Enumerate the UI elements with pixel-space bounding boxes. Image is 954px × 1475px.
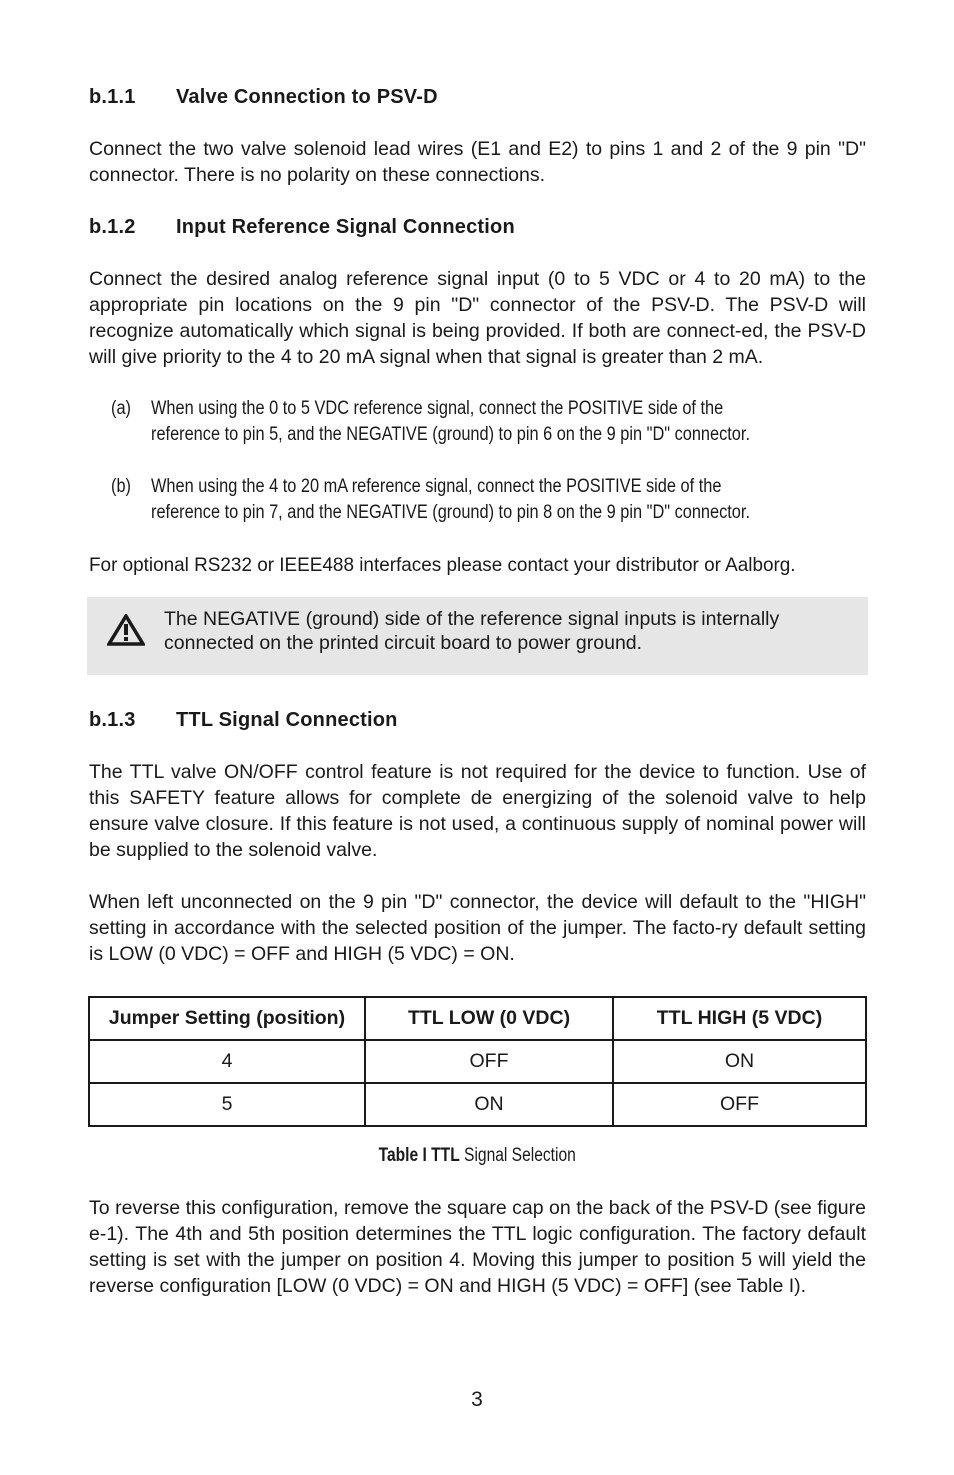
section-number: b.1.3: [89, 709, 136, 731]
section-number: b.1.1: [89, 86, 136, 108]
table-row: [89, 1083, 866, 1126]
section-heading-b-1-3: [89, 707, 866, 733]
paragraph-ttl-feature: The TTL valve ON/OFF control feature is not required for the device to function. Use of this SAFETY feature allows for complete de energizing of the solenoid valve to help ensure valve closure. If this feature is not used, a continuous supply of nominal power will be supplied to the solenoid valve.: [89, 761, 866, 861]
paragraph-ttl-default: When left unconnected on the 9 pin "D" connector, the device will default to the "HIGH" setting in accordance with the selected position of the jumper. The facto-ry default setting is LOW (0 VDC) = OFF and HIGH (5 VDC) = ON.: [89, 891, 866, 965]
table-cell: 5: [89, 1083, 365, 1126]
section-title: Input Reference Signal Connection: [176, 216, 515, 238]
paragraph-valve-connection: Connect the two valve solenoid lead wires (E1 and E2) to pins 1 and 2 of the 9 pin "D" connector. There is no polarity on these connections.: [89, 138, 866, 186]
document-page: [89, 84, 866, 1299]
caption-text: Signal Selection: [464, 1145, 577, 1166]
list-item-a: [89, 396, 866, 448]
list-text-line: When using the 4 to 20 mA reference signal, connect the POSITIVE side of the: [151, 476, 722, 497]
table-cell: OFF: [365, 1040, 613, 1083]
warning-triangle-icon: [107, 614, 145, 646]
table-header-cell: TTL HIGH (5 VDC): [613, 997, 866, 1040]
warning-text: The NEGATIVE (ground) side of the reference signal inputs is internally connected on the printed circuit board to power ground.: [164, 608, 780, 654]
warning-box: [87, 597, 868, 675]
list-text-line: When using the 0 to 5 VDC reference signal, connect the POSITIVE side of the: [151, 398, 724, 419]
list-text-line: reference to pin 7, and the NEGATIVE (ground) to pin 8 on the 9 pin "D" connector.: [151, 502, 750, 523]
caption-label: Table I TTL: [378, 1145, 460, 1166]
table-cell: OFF: [613, 1083, 866, 1126]
page-number: 3: [471, 1388, 483, 1411]
section-title: TTL Signal Connection: [176, 709, 398, 731]
optional-interfaces-text: For optional RS232 or IEEE488 interfaces please contact your distributor or Aalborg.: [89, 554, 796, 576]
section-title: Valve Connection to PSV-D: [176, 86, 438, 108]
table-cell: 4: [89, 1040, 365, 1083]
table-caption: [89, 1143, 866, 1169]
section-heading-b-1-2: [89, 214, 866, 240]
list-label: (a): [111, 398, 131, 419]
paragraph-reverse-config: To reverse this configuration, remove the square cap on the back of the PSV-D (see figure e-1). The 4th and 5th position determines the TTL logic configuration. The factory default setting is set with the jumper on position 4. Moving this jumper to position 5 will yield the reverse configuration [LOW (0 VDC) = ON and HIGH (5 VDC) = OFF] (see Table I).: [89, 1197, 866, 1297]
table-cell: ON: [365, 1083, 613, 1126]
section-number: b.1.2: [89, 216, 136, 238]
list-item-b: [89, 474, 866, 526]
section-heading-b-1-1: [89, 84, 866, 110]
ttl-signal-table: [88, 996, 867, 1127]
list-label: (b): [111, 476, 131, 497]
list-text-line: reference to pin 5, and the NEGATIVE (ground) to pin 6 on the 9 pin "D" connector.: [151, 424, 750, 445]
table-header-cell: Jumper Setting (position): [89, 997, 365, 1040]
paragraph-optional-interfaces: [89, 552, 866, 578]
table-header-row: [89, 997, 866, 1040]
table-cell: ON: [613, 1040, 866, 1083]
table-row: [89, 1040, 866, 1083]
paragraph-input-reference: Connect the desired analog reference signal input (0 to 5 VDC or 4 to 20 mA) to the appropriate pin locations on the 9 pin "D" connector of the PSV-D. The PSV-D will recognize automatically which signal is being provided. If both are connect-ed, the PSV-D will give priority to the 4 to 20 mA signal when that signal is greater than 2 mA.: [89, 268, 866, 368]
table-header-cell: TTL LOW (0 VDC): [365, 997, 613, 1040]
